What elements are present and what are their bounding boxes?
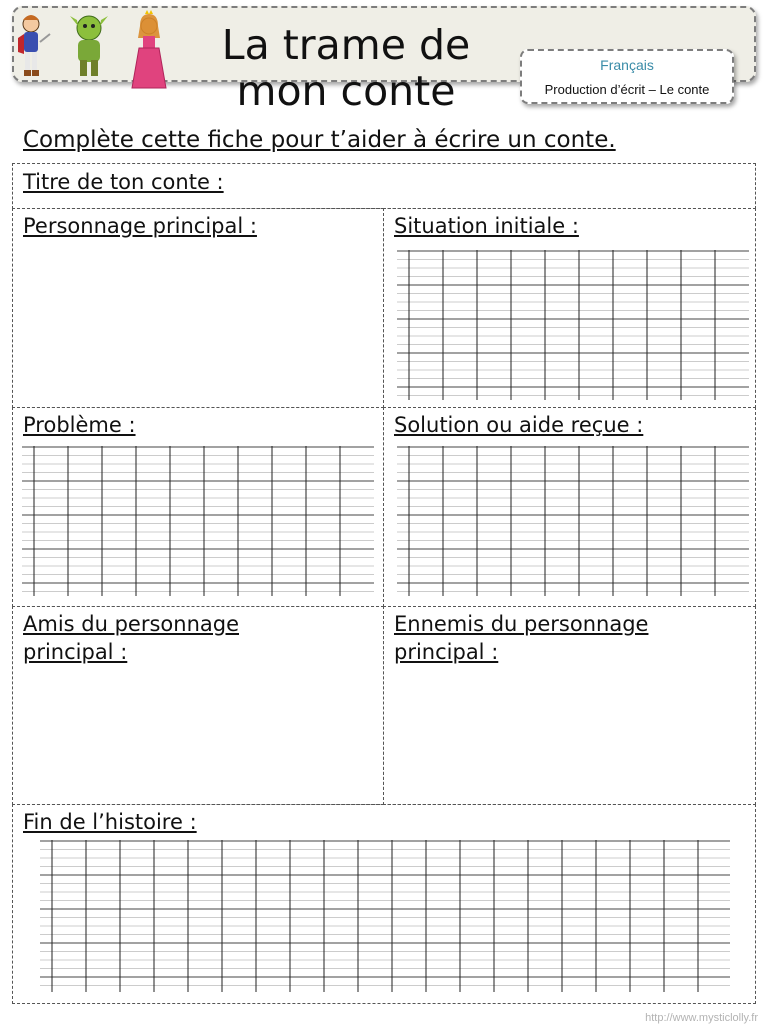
solution-label: Solution ou aide reçue :	[394, 413, 644, 437]
fin-label: Fin de l’histoire :	[23, 810, 197, 834]
amis-label-line-2: principal :	[23, 640, 128, 664]
ennemis-label-line-1: Ennemis du personnage	[394, 612, 649, 636]
subject-subtitle: Production d’écrit – Le conte	[544, 82, 710, 97]
subject-label: Français	[600, 57, 654, 73]
amis-label	[23, 610, 239, 666]
solution-writing-lines	[397, 446, 749, 596]
fin-writing-lines	[40, 840, 730, 992]
ennemis-label-line-2: principal :	[394, 640, 499, 664]
situation-label: Situation initiale :	[394, 214, 579, 238]
subject-box	[520, 49, 734, 104]
personnage-label: Personnage principal :	[23, 214, 257, 238]
prince-figure	[18, 15, 50, 76]
ennemis-label	[394, 610, 648, 666]
title-line-2: mon conte	[236, 67, 456, 115]
princess-figure	[132, 10, 166, 88]
footer-url: http://www.mysticlolly.fr	[645, 1012, 758, 1024]
ogre-figure	[70, 16, 108, 76]
page-title	[196, 22, 496, 114]
title-field-label: Titre de ton conte :	[23, 170, 224, 194]
situation-writing-lines	[397, 250, 749, 400]
probleme-writing-lines	[22, 446, 374, 596]
fairytale-characters-illustration	[14, 8, 174, 92]
amis-label-line-1: Amis du personnage	[23, 612, 239, 636]
probleme-label: Problème :	[23, 413, 136, 437]
title-line-1: La trame de	[221, 21, 471, 69]
instruction-text: Complète cette fiche pour t’aider à écrire un conte.	[23, 127, 616, 153]
